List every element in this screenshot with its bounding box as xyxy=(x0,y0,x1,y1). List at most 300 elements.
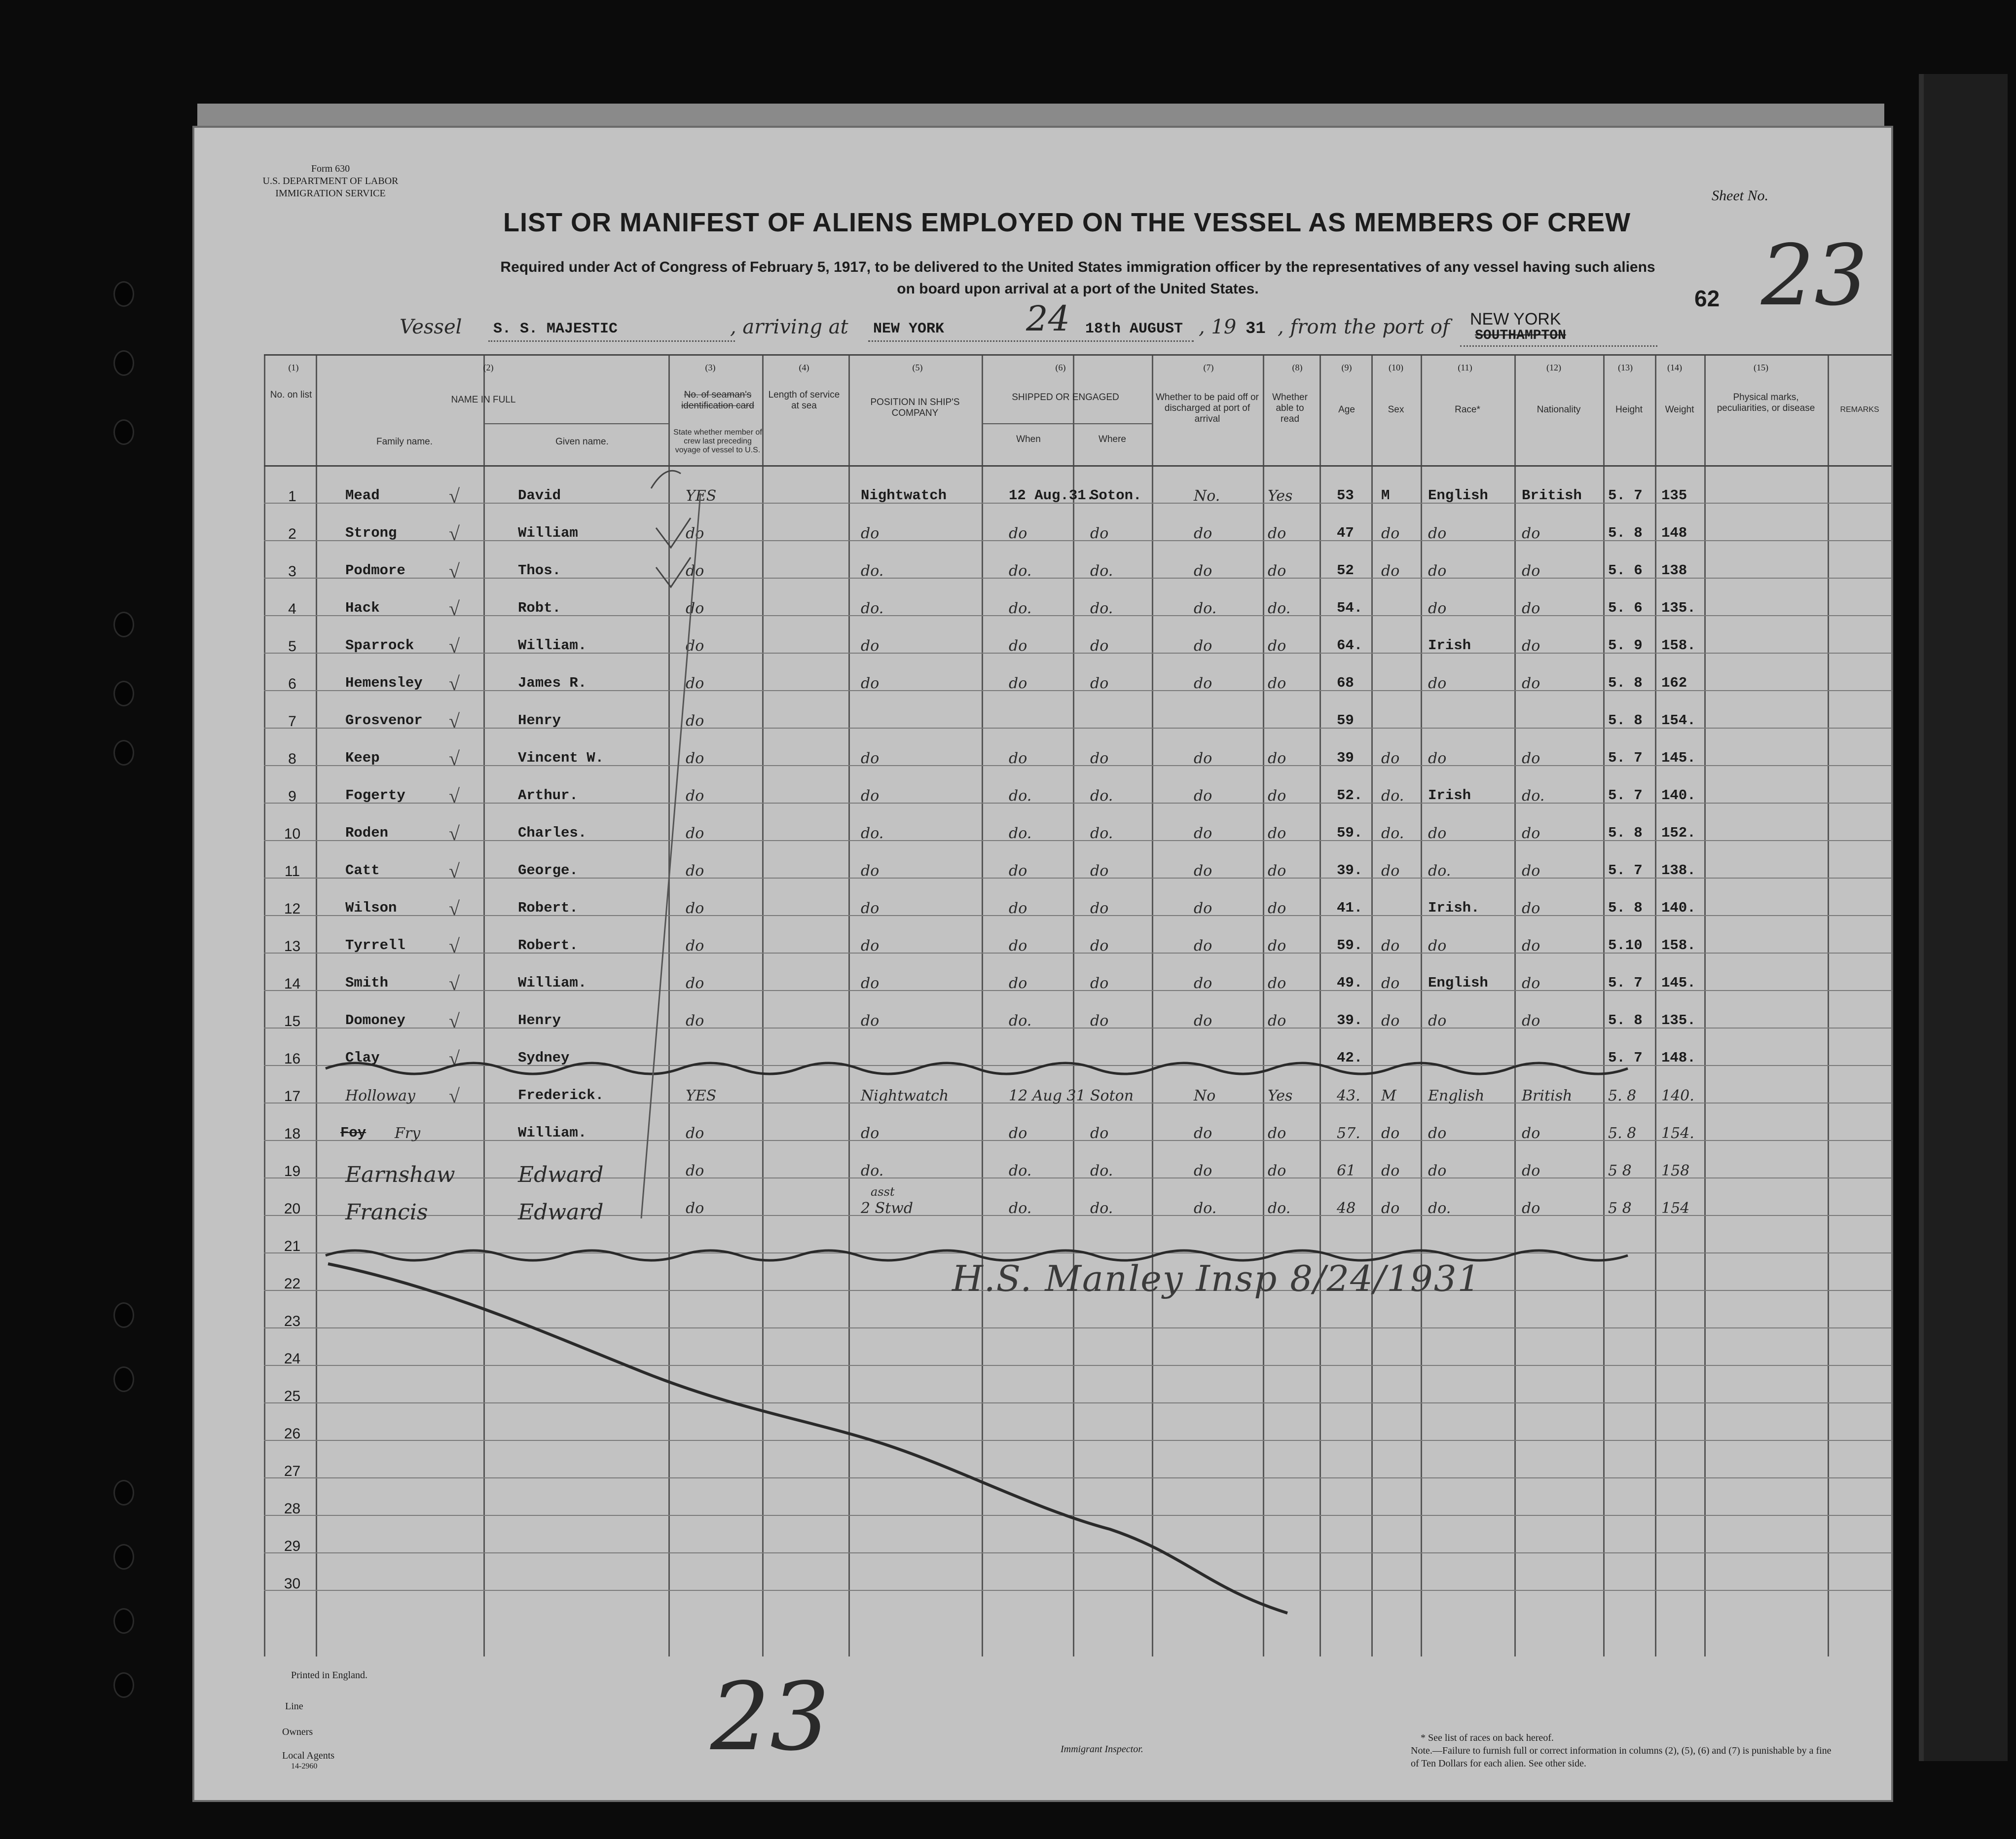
crew-prev: do xyxy=(686,1125,704,1142)
header-shipped-engaged: SHIPPED OR ENGAGED xyxy=(1012,392,1119,403)
crew-family: Holloway xyxy=(345,1087,415,1104)
crew-height: 5. 8 xyxy=(1608,1125,1637,1142)
crew-paid: No xyxy=(1194,1087,1216,1104)
crew-nat: do xyxy=(1522,750,1540,767)
crew-where: do xyxy=(1090,1012,1109,1030)
col-number: (5) xyxy=(912,363,923,372)
row-number: 10 xyxy=(284,826,301,842)
crew-given: Robert. xyxy=(518,937,578,954)
form-number: Form 630 xyxy=(311,163,350,174)
crew-position: do xyxy=(861,862,880,880)
crew-where: Soton xyxy=(1090,1087,1134,1104)
col-number: (13) xyxy=(1618,363,1633,372)
crew-race: do xyxy=(1428,525,1447,542)
crew-family: Strong xyxy=(345,525,397,541)
crew-when: do xyxy=(1009,862,1027,880)
crew-weight: 158. xyxy=(1661,637,1696,654)
row-number: 13 xyxy=(284,938,301,955)
crew-weight: 135. xyxy=(1661,1012,1696,1029)
crew-position: 2 Stwd xyxy=(861,1200,914,1217)
crew-nat: do xyxy=(1522,600,1540,617)
crew-prev: do xyxy=(686,1012,704,1030)
col-number: (1) xyxy=(288,363,299,372)
col-number: (11) xyxy=(1458,363,1472,372)
crew-paid: do xyxy=(1194,787,1212,805)
crew-where: do. xyxy=(1090,562,1113,580)
crew-sex: do xyxy=(1381,975,1400,992)
crew-given: William. xyxy=(518,1125,587,1141)
col-number: (2) xyxy=(483,363,494,372)
crew-prev: do xyxy=(686,637,704,655)
crew-when: do xyxy=(1009,525,1027,542)
row-number: 24 xyxy=(284,1351,301,1367)
row-number: 23 xyxy=(284,1313,301,1329)
crew-read: do. xyxy=(1268,600,1291,617)
crew-age: 48 xyxy=(1337,1200,1356,1217)
crew-height: 5. 9 xyxy=(1608,637,1643,654)
crew-family: Tyrrell xyxy=(345,937,405,954)
crew-position: do xyxy=(861,525,880,542)
crew-where: do xyxy=(1090,900,1109,917)
crew-height: 5.10 xyxy=(1608,937,1643,954)
crew-given: William. xyxy=(518,975,587,991)
crew-position: do xyxy=(861,1012,880,1030)
crew-weight: 158. xyxy=(1661,937,1696,954)
header-name-in-full: NAME IN FULL xyxy=(451,395,516,405)
header-age: Age xyxy=(1338,405,1355,415)
crew-paid: do. xyxy=(1194,1200,1217,1217)
arriving-label: , arriving at xyxy=(730,316,848,338)
crew-sex: do xyxy=(1381,862,1400,880)
row-number: 9 xyxy=(288,788,296,805)
crew-given: Henry xyxy=(518,712,561,729)
departure-port-handwritten: NEW YORK xyxy=(1470,310,1561,329)
crew-read: do xyxy=(1268,750,1286,767)
crew-height: 5. 8 xyxy=(1608,900,1643,916)
crew-family: Grosvenor xyxy=(345,712,423,729)
crew-height: 5. 7 xyxy=(1608,487,1643,504)
crew-race: do xyxy=(1428,562,1447,580)
crew-when: do. xyxy=(1009,787,1032,805)
header-family-name: Family name. xyxy=(376,437,433,447)
vessel-label: Vessel xyxy=(400,316,462,338)
crew-prev: do xyxy=(686,1162,704,1179)
row-number: 29 xyxy=(284,1538,301,1554)
crew-when: do xyxy=(1009,1125,1027,1142)
crew-read: do xyxy=(1268,637,1286,655)
header-sex: Sex xyxy=(1388,405,1404,415)
inspector-signature: H.S. Manley Insp 8/24/1931 xyxy=(952,1258,1481,1299)
crew-paid: do xyxy=(1194,825,1212,842)
footer-agents-label: Local Agents xyxy=(282,1750,335,1761)
crew-paid: do xyxy=(1194,562,1212,580)
crew-when: do. xyxy=(1009,1162,1032,1179)
crew-given: George. xyxy=(518,862,578,879)
crew-given: Robert. xyxy=(518,900,578,916)
subtitle-line-1: Required under Act of Congress of February 5, 1917, to be delivered to the United States immigration officer by the representatives of any vessel having such aliens xyxy=(500,259,1655,275)
crew-paid: do xyxy=(1194,937,1212,955)
crew-position: do xyxy=(861,675,880,692)
crew-paid: do xyxy=(1194,975,1212,992)
crew-read: do xyxy=(1268,1012,1286,1030)
crew-position: do. xyxy=(861,825,884,842)
crew-given: Sydney xyxy=(518,1050,570,1066)
crew-weight: 162 xyxy=(1661,675,1687,691)
crew-race: do xyxy=(1428,1162,1447,1179)
crew-sex: M xyxy=(1381,487,1390,504)
crew-sex: do xyxy=(1381,1200,1400,1217)
crew-sex: do. xyxy=(1381,825,1404,842)
row-number: 4 xyxy=(288,601,296,617)
header-where: Where xyxy=(1099,434,1126,444)
row-number: 25 xyxy=(284,1388,301,1404)
crew-age: 52. xyxy=(1337,787,1363,804)
crew-prev: YES xyxy=(686,487,717,505)
row-number: 15 xyxy=(284,1013,301,1030)
crew-height: 5. 8 xyxy=(1608,675,1643,691)
footer-owners-label: Owners xyxy=(282,1727,313,1737)
crew-height: 5. 8 xyxy=(1608,1012,1643,1029)
crew-sex: do xyxy=(1381,525,1400,542)
crew-given: Arthur. xyxy=(518,787,578,804)
crew-nat: do xyxy=(1522,525,1540,542)
crew-where: do xyxy=(1090,975,1109,992)
crew-family: Wilson xyxy=(345,900,397,916)
row-number: 26 xyxy=(284,1426,301,1442)
crew-race: English xyxy=(1428,487,1488,504)
check-mark: √ xyxy=(449,1010,460,1032)
crew-position: do. xyxy=(861,600,884,617)
crew-position: do xyxy=(861,937,880,955)
crew-when: do. xyxy=(1009,1200,1032,1217)
crew-read: do xyxy=(1268,1162,1286,1179)
crew-weight: 154 xyxy=(1661,1200,1690,1217)
crew-read: do xyxy=(1268,675,1286,692)
crew-age: 52 xyxy=(1337,562,1354,579)
crew-read: do xyxy=(1268,525,1286,542)
crew-prev: do xyxy=(686,750,704,767)
crew-age: 59. xyxy=(1337,937,1363,954)
crew-position: do. xyxy=(861,562,884,580)
crew-read: do xyxy=(1268,787,1286,805)
crew-height: 5. 6 xyxy=(1608,600,1643,616)
crew-paid: do xyxy=(1194,1125,1212,1142)
col-number: (3) xyxy=(705,363,716,372)
crew-sex: do xyxy=(1381,1162,1400,1179)
crew-when: do. xyxy=(1009,600,1032,617)
crew-when: 12 Aug.31. xyxy=(1009,487,1095,504)
crew-where: do. xyxy=(1090,1200,1113,1217)
check-mark: √ xyxy=(449,672,460,695)
crew-nat: do xyxy=(1522,562,1540,580)
crew-given: David xyxy=(518,487,561,504)
crew-when: do xyxy=(1009,675,1027,692)
row-number: 11 xyxy=(284,863,300,880)
crew-height: 5. 8 xyxy=(1608,1087,1637,1104)
row-number: 7 xyxy=(288,713,296,730)
row-number: 28 xyxy=(284,1501,301,1517)
crew-paid: do xyxy=(1194,675,1212,692)
crew-paid: do. xyxy=(1194,600,1217,617)
col-number: (15) xyxy=(1754,363,1768,372)
crew-race: English xyxy=(1428,975,1488,991)
col-number: (8) xyxy=(1292,363,1303,372)
crew-age: 59 xyxy=(1337,712,1354,729)
row-number: 17 xyxy=(284,1088,301,1104)
crew-where: do xyxy=(1090,862,1109,880)
crew-age: 61 xyxy=(1337,1162,1356,1179)
arrival-date-handwritten: 24 xyxy=(1026,298,1070,339)
crew-weight: 138 xyxy=(1661,562,1687,579)
subtitle-line-2: on board upon arrival at a port of the United States. xyxy=(897,281,1259,297)
header-race: Race* xyxy=(1455,405,1480,415)
crew-race: do xyxy=(1428,675,1447,692)
row-number: 3 xyxy=(288,563,296,580)
crew-weight: 140. xyxy=(1661,1087,1694,1104)
crew-prev: do xyxy=(686,937,704,955)
footer-code: 14-2960 xyxy=(291,1762,318,1770)
crew-nat: do xyxy=(1522,1200,1540,1217)
crew-prev: YES xyxy=(686,1087,717,1104)
crew-paid: do xyxy=(1194,637,1212,655)
crew-position-note: asst xyxy=(871,1185,895,1199)
crew-age: 39 xyxy=(1337,750,1354,766)
crew-read: do. xyxy=(1268,1200,1291,1217)
penalty-note: Note.—Failure to furnish full or correct information in columns (2), (5), (6) and (7) is punishable by a fine of Ten Dollars for each alien. See other side. xyxy=(1411,1745,1832,1769)
check-mark: √ xyxy=(449,747,460,770)
header-physical-marks: Physical marks, peculiarities, or disease xyxy=(1717,392,1815,413)
crew-paid: do xyxy=(1194,525,1212,542)
crew-height: 5 8 xyxy=(1608,1200,1632,1217)
crew-prev: do xyxy=(686,675,704,692)
crew-given: Robt. xyxy=(518,600,561,616)
crew-race: do xyxy=(1428,937,1447,955)
crew-paid: do xyxy=(1194,1012,1212,1030)
crew-read: do xyxy=(1268,862,1286,880)
crew-family: Hemensley xyxy=(345,675,423,691)
crew-when: do. xyxy=(1009,562,1032,580)
crew-nat: do xyxy=(1522,937,1540,955)
crew-prev: do xyxy=(686,900,704,917)
crew-sex: do. xyxy=(1381,787,1404,805)
crew-sex: do xyxy=(1381,937,1400,955)
crew-weight: 145. xyxy=(1661,975,1696,991)
crew-family-struck: Foy xyxy=(340,1125,367,1141)
row-number: 2 xyxy=(288,526,296,542)
crew-given: Frederick. xyxy=(518,1087,604,1103)
crew-nat: do xyxy=(1522,900,1540,917)
header-paid-off: Whether to be paid off or discharged at port of arrival xyxy=(1156,392,1259,424)
crew-paid: do xyxy=(1194,900,1212,917)
crew-family: Sparrock xyxy=(345,637,414,654)
crew-weight: 152. xyxy=(1661,825,1696,841)
crew-prev: do xyxy=(686,787,704,805)
crew-position: do xyxy=(861,750,880,767)
header-no-on-list: No. on list xyxy=(270,390,312,400)
crew-family: Mead xyxy=(345,487,380,504)
crew-age: 41. xyxy=(1337,900,1363,916)
crew-position: do xyxy=(861,787,880,805)
check-mark: √ xyxy=(449,785,460,807)
crew-read: do xyxy=(1268,825,1286,842)
header-position: POSITION IN SHIP'S COMPANY xyxy=(870,397,960,418)
crew-nat: British xyxy=(1522,1087,1573,1104)
crew-where: do. xyxy=(1090,787,1113,805)
crew-family: Clay xyxy=(345,1050,380,1066)
crew-height: 5. 8 xyxy=(1608,712,1643,729)
crew-position: Nightwatch xyxy=(861,487,947,504)
crew-family: Keep xyxy=(345,750,380,766)
row-number: 27 xyxy=(284,1463,301,1479)
crew-race: do xyxy=(1428,750,1447,767)
arrival-year: 31 xyxy=(1246,320,1266,338)
crew-nat: do. xyxy=(1522,787,1545,805)
crew-paid: do xyxy=(1194,1162,1212,1179)
crew-family: Fogerty xyxy=(345,787,405,804)
check-mark: √ xyxy=(449,935,460,957)
crew-given: William. xyxy=(518,637,587,654)
crew-nat: do xyxy=(1522,862,1540,880)
crew-where: do xyxy=(1090,525,1109,542)
crew-age: 54. xyxy=(1337,600,1363,616)
crew-age: 49. xyxy=(1337,975,1363,991)
crew-race: Irish xyxy=(1428,787,1471,804)
crew-prev: do xyxy=(686,600,704,617)
crew-nat: do xyxy=(1522,1162,1540,1179)
check-mark: √ xyxy=(449,710,460,732)
crew-age: 43. xyxy=(1337,1087,1360,1104)
col-number: (9) xyxy=(1341,363,1352,372)
crew-age: 59. xyxy=(1337,825,1363,841)
header-previous-voyage: State whether member of crew last preceding voyage of vessel to U.S. xyxy=(673,428,762,454)
crew-paid: No. xyxy=(1194,487,1220,505)
list-number: 62 xyxy=(1694,286,1720,311)
header-weight: Weight xyxy=(1665,405,1694,415)
header-able-to-read: Whether able to read xyxy=(1272,392,1308,424)
crew-race: do xyxy=(1428,1125,1447,1142)
check-mark: √ xyxy=(449,597,460,620)
col-number: (14) xyxy=(1667,363,1682,372)
crew-prev: do xyxy=(686,825,704,842)
col-number: (12) xyxy=(1546,363,1561,372)
crew-where: Soton. xyxy=(1090,487,1142,504)
crew-nat: do xyxy=(1522,1012,1540,1030)
crew-when: do. xyxy=(1009,825,1032,842)
races-footnote: * See list of races on back hereof. xyxy=(1421,1732,1554,1743)
crew-age: 57. xyxy=(1337,1125,1360,1142)
header-given-name: Given name. xyxy=(555,437,609,447)
crew-weight: 148. xyxy=(1661,1050,1696,1066)
row-number: 22 xyxy=(284,1276,301,1292)
crew-weight: 140. xyxy=(1661,787,1696,804)
immigrant-inspector-label: Immigrant Inspector. xyxy=(1061,1744,1143,1755)
check-mark: √ xyxy=(449,522,460,545)
crew-read: do xyxy=(1268,1125,1286,1142)
col-number: (10) xyxy=(1389,363,1403,372)
header-length-of-service: Length of service at sea xyxy=(768,390,840,411)
crew-when: do xyxy=(1009,937,1027,955)
crew-height: 5. 7 xyxy=(1608,787,1643,804)
crew-read: do xyxy=(1268,900,1286,917)
crew-prev: do xyxy=(686,975,704,992)
crew-given: Vincent W. xyxy=(518,750,604,766)
crew-weight: 138. xyxy=(1661,862,1696,879)
crew-where: do xyxy=(1090,1125,1109,1142)
crew-race: Irish xyxy=(1428,637,1471,654)
crew-race: do. xyxy=(1428,862,1451,880)
crew-height: 5. 6 xyxy=(1608,562,1643,579)
row-number: 12 xyxy=(284,901,301,917)
crew-nat: do xyxy=(1522,825,1540,842)
crew-weight: 145. xyxy=(1661,750,1696,766)
crew-nat: do xyxy=(1522,975,1540,992)
crew-nat: do xyxy=(1522,1125,1540,1142)
crew-family: Roden xyxy=(345,825,389,841)
crew-family: Smith xyxy=(345,975,389,991)
crew-given: Thos. xyxy=(518,562,561,579)
crew-prev: do xyxy=(686,562,704,580)
crew-sex: do xyxy=(1381,562,1400,580)
crew-sex: do xyxy=(1381,1125,1400,1142)
header-height: Height xyxy=(1615,405,1643,415)
crew-position: do. xyxy=(861,1162,884,1179)
crew-nat: British xyxy=(1522,487,1582,504)
crew-prev: do xyxy=(686,712,704,730)
row-number: 5 xyxy=(288,638,296,655)
crew-where: do. xyxy=(1090,600,1113,617)
check-mark: √ xyxy=(449,560,460,582)
crew-weight: 154. xyxy=(1661,712,1696,729)
crew-weight: 135. xyxy=(1661,600,1696,616)
crew-age: 42. xyxy=(1337,1050,1363,1066)
crew-age: 39. xyxy=(1337,862,1363,879)
footer-line-label: Line xyxy=(285,1701,303,1712)
crew-read: do xyxy=(1268,937,1286,955)
row-number: 30 xyxy=(284,1576,301,1592)
crew-nat: do xyxy=(1522,675,1540,692)
crew-weight: 148 xyxy=(1661,525,1687,541)
crew-given: Edward xyxy=(518,1200,604,1225)
crew-age: 53 xyxy=(1337,487,1354,504)
department-name: U.S. DEPARTMENT OF LABOR xyxy=(262,176,399,186)
check-mark: √ xyxy=(449,822,460,845)
crew-height: 5. 7 xyxy=(1608,750,1643,766)
crew-position: do xyxy=(861,1125,880,1142)
crew-race: do xyxy=(1428,600,1447,617)
crew-height: 5. 8 xyxy=(1608,825,1643,841)
crew-when: do. xyxy=(1009,1012,1032,1030)
crew-prev: do xyxy=(686,862,704,880)
header-when: When xyxy=(1016,434,1041,444)
crew-position: do xyxy=(861,637,880,655)
crew-position: Nightwatch xyxy=(861,1087,949,1104)
vessel-name: S. S. MAJESTIC xyxy=(493,321,618,337)
crew-sex: do xyxy=(1381,1012,1400,1030)
crew-where: do xyxy=(1090,750,1109,767)
crew-race: Irish. xyxy=(1428,900,1480,916)
crew-given: Edward xyxy=(518,1162,604,1187)
crew-weight: 135 xyxy=(1661,487,1687,504)
crew-family: Catt xyxy=(345,862,380,879)
crew-family: Francis xyxy=(345,1200,428,1225)
handwritten-page-number: 23 xyxy=(710,1662,830,1771)
crew-given: William xyxy=(518,525,578,541)
crew-given: James R. xyxy=(518,675,587,691)
crew-family: Hack xyxy=(345,600,380,616)
crew-nat: do xyxy=(1522,637,1540,655)
crew-height: 5. 8 xyxy=(1608,525,1643,541)
check-mark: √ xyxy=(449,485,460,507)
